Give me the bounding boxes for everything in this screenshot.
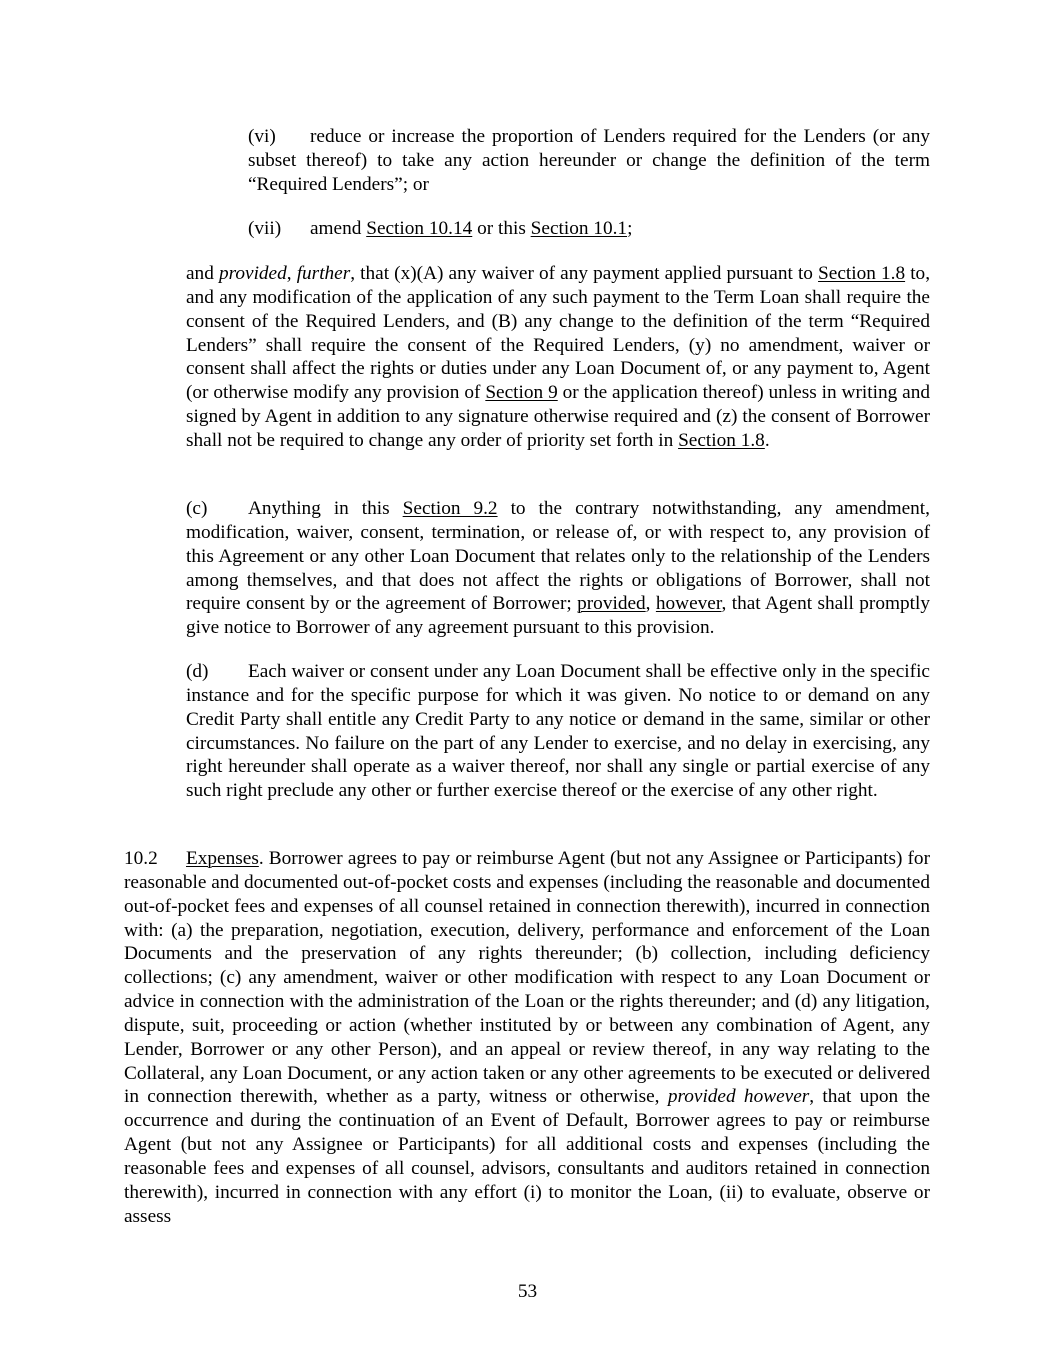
clause-vi-text: reduce or increase the proportion of Lenders required for the Lenders (or any subset thereof) to take any action hereunder or change the definition of the term “Required Lenders”; or: [248, 126, 930, 195]
clause-vii-label: (vii): [248, 218, 282, 239]
section-10-14-link[interactable]: Section 10.14: [366, 218, 473, 239]
section-9-link[interactable]: Section 9: [485, 382, 558, 404]
clause-vi-label: (vi): [248, 126, 276, 147]
section-10-1-link[interactable]: Section 10.1: [530, 218, 628, 239]
section-number: 10.2: [124, 848, 158, 869]
paragraph-d-label: (d): [186, 661, 209, 682]
paragraph-d: [186, 660, 930, 803]
paragraph-c: (c) Anything in this Section 9.2 to the contrary notwithstanding, any amendment, modification, waiver, consent, termination, or release of, or with respect to, any provision of this Agreement or any other Loan Document that relates only to the relationship of the Lenders among themselves, and that does not affect the rights or obligations of Borrower, shall not require consent by or the agreement of Borrower; provided, however, that Agent shall promptly give notice to Borrower of any agreement pursuant to this provision.: [186, 498, 930, 639]
section-10-2: 10.2 Expenses. Borrower agrees to pay or reimburse Agent (but not any Assignee or Participants) for reasonable and documented out-of-pocket costs and expenses (including the reasonable and documented out-of-pocket fees and expenses of all counsel retained in connection therewith), incurred in connection with: (a) the preparation, negotiation, execution, delivery, performance and enforcement of the Loan Documents and the preservation of any rights thereunder; (b) collection, including deficiency collections; (c) any amendment, waiver or other modification with respect to any Loan Document or advice in connection with the administration of the Loan or the rights thereunder; and (d) any litigation, dispute, suit, proceeding or action (whether instituted by or between any combination of Agent, any Lender, Borrower or any other Person), and an appeal or review thereof, in any way relating to the Collateral, any Loan Document, or any action taken or any other agreements to be executed or delivered in connection therewith, whether as a party, witness or otherwise, provided however, that upon the occurrence and during the continuation of an Event of Default, Borrower agrees to pay or reimburse Agent (but not any Assignee or Participants) for all additional costs and expenses (including the reasonable fees and expenses of all counsel, advisors, consultants and auditors retained in connection therewith), incurred in connection with any effort (i) to monitor the Loan, (ii) to evaluate, observe or assess: [124, 848, 931, 1227]
section-1-8-link[interactable]: Section 1.8: [818, 263, 906, 284]
proviso-paragraph: and provided, further, that (x)(A) any waiver of any payment applied pursuant to Section 1.8 to, and any modification of the application of any such payment to the Term Loan shall require the consent of the Required Lenders, and (B) any change to the definition of the term “Required Lenders” shall require the consent of the Required Lenders, (y) no amendment, waiver or consent shall affect the rights or duties under any Loan Document of, or any payment to, Agent (or otherwise modify any provision of Section 9 or the application thereof) unless in writing and signed by Agent in addition to any signature otherwise required and (z) the consent of Borrower shall not be required to change any order of priority set forth in Section 1.8.: [186, 263, 931, 451]
clause-vii: (vii) amend Section 10.14 or this Section 10.1;: [248, 218, 633, 239]
page-number: 53: [517, 1281, 538, 1302]
section-heading: Expenses: [186, 848, 259, 869]
section-1-8-link[interactable]: Section 1.8: [678, 429, 765, 451]
paragraph-c-label: (c): [186, 498, 208, 519]
section-9-2-link[interactable]: Section 9.2: [402, 498, 498, 519]
clause-vi: [248, 125, 930, 197]
paragraph-d-text: Each waiver or consent under any Loan Document shall be effective only in the specific instance and for the specific purpose for which it was given. No notice to or demand on any Credit Party shall entitle any Credit Party to any notice or demand in the same, similar or other circumstances. No failure on the part of any Lender to exercise, and no delay in exercising, any right hereunder shall operate as a waiver thereof, nor shall any single or partial exercise of any such right preclude any other or further exercise thereof or the exercise of any other right.: [186, 661, 930, 802]
